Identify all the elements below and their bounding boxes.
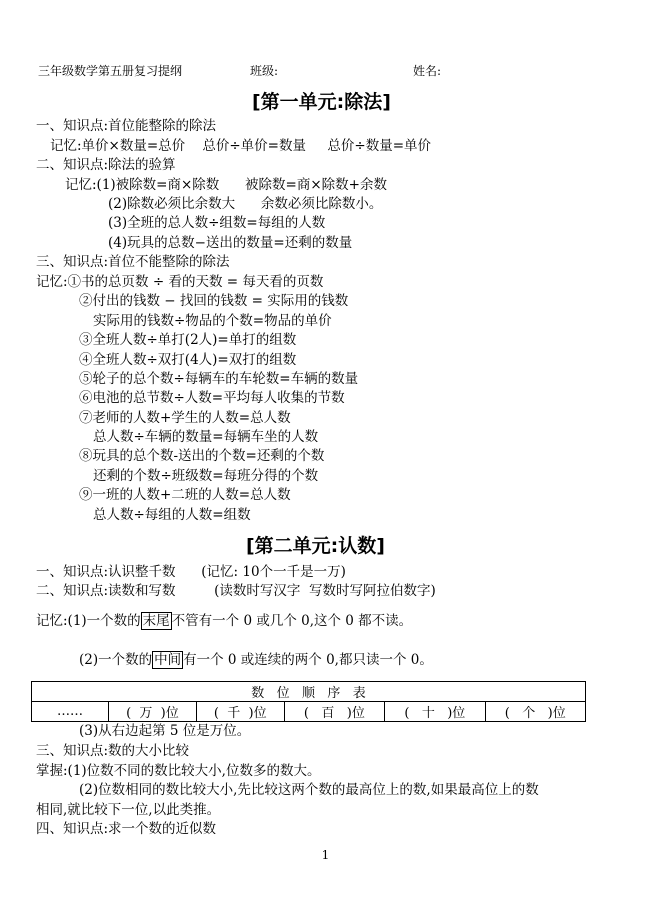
u1-line: 记忆:(1)被除数=商×除数 被除数=商×除数+余数 (65, 177, 387, 193)
u2-line: 三、知识点:数的大小比较 (36, 743, 190, 759)
table-cell: …… (32, 702, 109, 722)
u1-line: 总人数÷每组的人数=组数 (93, 507, 251, 523)
u1-line: ⑧玩具的总个数-送出的个数=还剩的个数 (79, 448, 325, 464)
boxed-word: 末尾 (142, 613, 170, 629)
u1-line: ⑤轮子的总个数÷每辆车的车轮数=车辆的数量 (79, 371, 359, 387)
u1-line: ⑦老师的人数+学生的人数=总人数 (79, 410, 291, 426)
u2-line: 相同,就比较下一位,以此类推。 (36, 802, 221, 818)
u1-line: 实际用的钱数÷物品的个数=物品的单价 (93, 313, 332, 329)
u2-line: 一、知识点:认识整千数 (记忆: 10个一千是一万) (36, 564, 346, 580)
u1-line: 三、知识点:首位不能整除的除法 (36, 254, 230, 270)
u1-line: ③全班人数÷单打(2人)=单打的组数 (79, 332, 297, 348)
u1-line: ④全班人数÷双打(4人)=双打的组数 (79, 352, 297, 368)
boxed-word: 中间 (154, 652, 182, 668)
unit2-heading: [第二单元:认数] (246, 535, 385, 557)
class-label: 班级: (250, 64, 279, 78)
u1-line: 还剩的个数÷班级数=每班分得的个数 (93, 468, 319, 484)
name-label: 姓名: (413, 64, 442, 78)
u2-line: (3)从右边起第 5 位是万位。 (79, 723, 251, 739)
u2-line: 四、知识点:求一个数的近似数 (36, 821, 217, 837)
table-cell: ( 个 )位 (485, 702, 585, 722)
u1-line: ⑨一班的人数+二班的人数=总人数 (79, 487, 291, 503)
memo-1: 记忆:(1)一个数的 末尾 不管有一个 0 或几个 0,这个 0 都不读。 (36, 613, 413, 629)
page-number: 1 (321, 848, 330, 862)
table-cell: ( 百 )位 (284, 702, 384, 722)
table-title: 数 位 顺 序 表 (32, 682, 586, 702)
unit1-heading: [第一单元:除法] (252, 91, 391, 113)
doc-title: 三年级数学第五册复习提纲 (38, 64, 183, 78)
u1-line: (4)玩具的总数−送出的数量=还剩的数量 (108, 235, 353, 251)
u2-line: 二、知识点:读数和写数 (读数时写汉字 写数时写阿拉伯数字) (36, 583, 436, 599)
u2-line: 掌握:(1)位数不同的数比较大小,位数多的数大。 (36, 763, 321, 779)
table-cell: ( 十 )位 (385, 702, 485, 722)
u1-line: ②付出的钱数 − 找回的钱数 = 实际用的钱数 (79, 293, 349, 309)
u1-line: (3)全班的总人数÷组数=每组的人数 (108, 215, 326, 231)
u1-line: (2)除数必须比余数大 余数必须比除数小。 (108, 196, 383, 212)
u1-line: 一、知识点:首位能整除的除法 (36, 118, 217, 134)
u1-line: 记忆:单价×数量=总价 总价÷单价=数量 总价÷数量=单价 (50, 138, 432, 154)
memo-2: (2)一个数的 中间 有一个 0 或连续的两个 0,都只读一个 0。 (79, 652, 433, 668)
u2-line: (2)位数相同的数比较大小,先比较这两个数的最高位上的数,如果最高位上的数 (79, 782, 539, 798)
u1-line: 总人数÷车辆的数量=每辆车坐的人数 (93, 429, 319, 445)
u1-line: ⑥电池的总节数÷人数=平均每人收集的节数 (79, 390, 345, 406)
table-cell: ( 千 )位 (196, 702, 284, 722)
u1-line: 二、知识点:除法的验算 (36, 157, 176, 173)
table-cell: ( 万 )位 (109, 702, 197, 722)
place-value-table (31, 681, 586, 722)
u1-line: 记忆:①书的总页数 ÷ 看的天数 = 每天看的页数 (36, 274, 324, 290)
